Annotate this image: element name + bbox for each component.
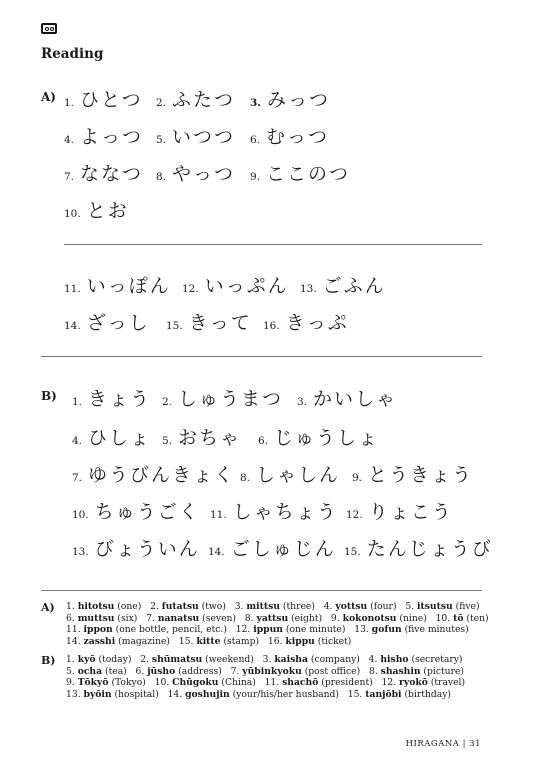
reading-item: 12. りょこう bbox=[346, 501, 453, 523]
answer-line: 1. kyō (today) 2. shūmatsu (weekend) 3. kaisha (company) 4. hisho (secretary) bbox=[66, 654, 463, 665]
divider bbox=[41, 590, 482, 591]
answers-a bbox=[66, 601, 489, 647]
reading-item: 4. ひしょ bbox=[72, 427, 152, 449]
reading-item: 2. しゅうまつ bbox=[162, 388, 284, 410]
answer-line: 1. hitotsu (one) 2. futatsu (two) 3. mittsu (three) 4. yottsu (four) 5. itsutsu (five) bbox=[66, 601, 480, 612]
reading-item: 15. たんじょうび bbox=[344, 538, 493, 560]
answers-a-label: A) bbox=[41, 601, 55, 614]
reading-item: 5. いつつ bbox=[156, 126, 236, 148]
divider bbox=[41, 356, 482, 357]
answers-b bbox=[66, 654, 465, 700]
reading-item: 12. いっぷん bbox=[182, 275, 289, 297]
reading-item: 9. ここのつ bbox=[250, 163, 351, 185]
reading-item: 1. ひとつ bbox=[64, 89, 143, 111]
reading-item: 7. ななつ bbox=[64, 163, 144, 185]
reading-item: 14. ごしゅじん bbox=[208, 538, 336, 560]
reading-item: 11. しゃちょう bbox=[210, 501, 338, 523]
reading-item: 6. むっつ bbox=[250, 126, 330, 148]
reading-item: 14. ざっし bbox=[64, 312, 150, 334]
answer-line: 9. Tōkyō (Tokyo) 10. Chūgoku (China) 11. shachō (president) 12. ryokō (travel) bbox=[66, 677, 466, 689]
reading-item: 4. よっつ bbox=[64, 126, 144, 148]
answer-line: 14. zasshi (magazine) 15. kitte (stamp) 16. kippu (ticket) bbox=[66, 635, 352, 647]
reading-item: 3. みっつ bbox=[250, 89, 330, 111]
reading-item: 13. びょういん bbox=[72, 538, 200, 560]
section-a-label: A) bbox=[41, 90, 56, 104]
page-footer: HIRAGANA | 31 bbox=[405, 739, 481, 749]
divider bbox=[64, 244, 482, 245]
reading-item: 10. ちゅうごく bbox=[72, 501, 200, 523]
reading-item: 15. きって bbox=[166, 312, 252, 334]
cassette-icon bbox=[41, 23, 57, 34]
reading-item: 10. とお bbox=[64, 200, 129, 222]
answer-line: 6. muttsu (six) 7. nanatsu (seven) 8. yattsu (eight) 9. kokonotsu (nine) 10. tō (ten) bbox=[66, 612, 489, 624]
reading-item: 2. ふたつ bbox=[156, 89, 236, 111]
reading-item: 1. きょう bbox=[72, 388, 152, 410]
reading-item: 16. きっぷ bbox=[263, 312, 349, 334]
reading-item: 6. じゅうしょ bbox=[258, 427, 380, 449]
section-b-label: B) bbox=[41, 389, 57, 403]
reading-item: 8. しゃしん bbox=[240, 464, 341, 486]
reading-item: 11. いっぽん bbox=[64, 275, 171, 297]
answer-line: 11. ippon (one bottle, pencil, etc.) 12. ippun (one minute) 13. gofun (five minutes) bbox=[66, 624, 469, 636]
reading-item: 5. おちゃ bbox=[162, 427, 242, 449]
reading-item: 3. かいしゃ bbox=[297, 388, 398, 410]
reading-item: 9. とうきょう bbox=[352, 464, 474, 486]
answer-line: 13. byōin (hospital) 14. goshujin (your/his/her husband) 15. tanjōbi (birthday) bbox=[66, 688, 451, 700]
reading-item: 8. やっつ bbox=[156, 163, 236, 185]
reading-item: 7. ゆうびんきょく bbox=[72, 464, 236, 486]
answers-b-label: B) bbox=[41, 654, 56, 667]
reading-item: 13. ごふん bbox=[300, 275, 386, 297]
answer-line: 5. ocha (tea) 6. jūsho (address) 7. yūbinkyoku (post office) 8. shashin (picture) bbox=[66, 665, 464, 677]
page-heading: Reading bbox=[41, 46, 104, 62]
